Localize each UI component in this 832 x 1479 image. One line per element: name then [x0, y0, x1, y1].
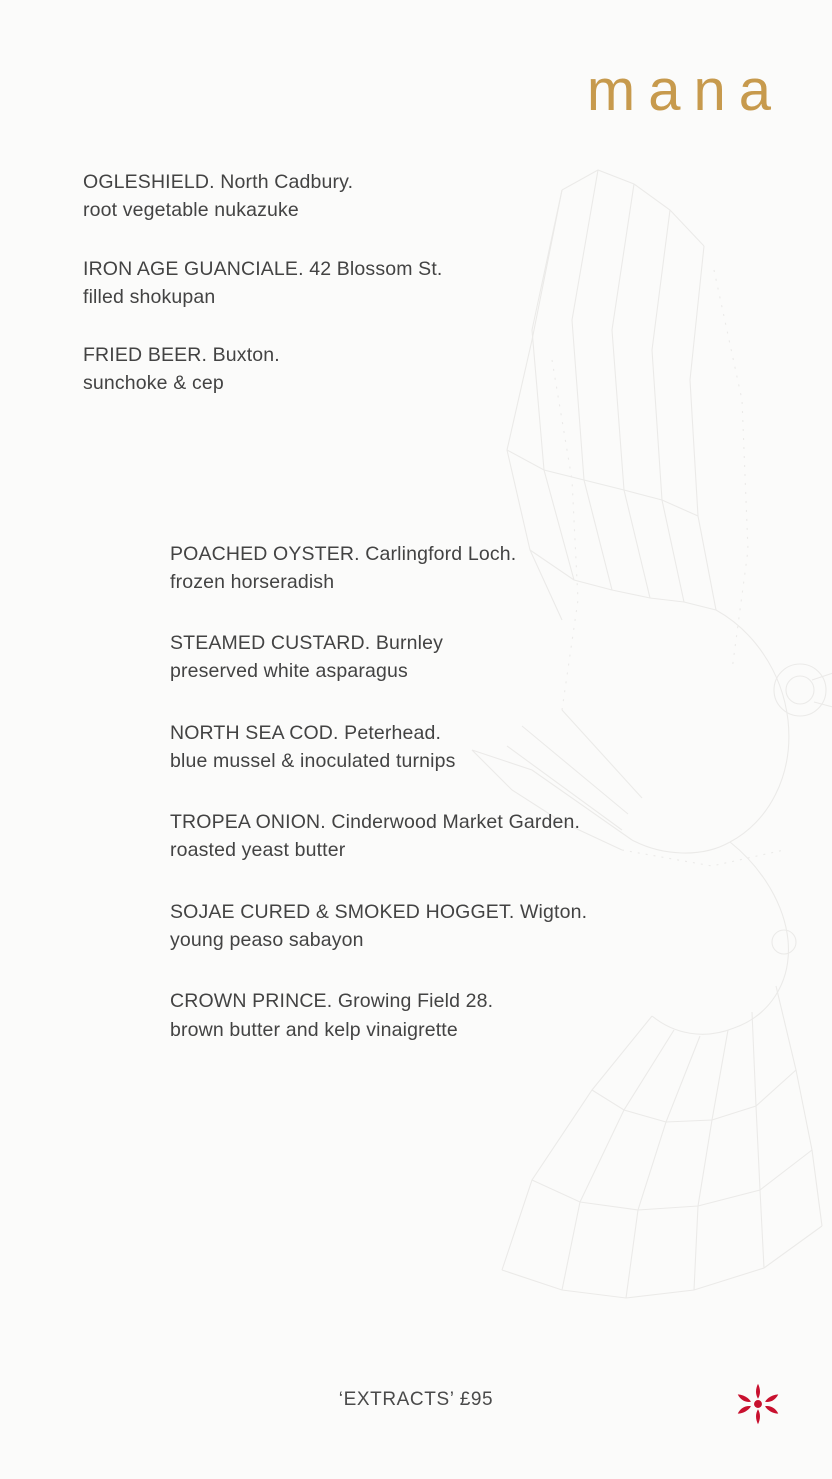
dish-title: NORTH SEA COD. Peterhead.	[170, 721, 442, 744]
dish-title: POACHED OYSTER. Carlingford Loch.	[170, 542, 517, 565]
menu-item	[83, 168, 832, 225]
dish-description: root vegetable nukazuke	[83, 199, 299, 222]
dish-title: IRON AGE GUANCIALE. 42 Blossom St.	[83, 257, 443, 280]
course-group-mains	[0, 428, 832, 1044]
dish-description: young peaso sabayon	[170, 928, 364, 951]
dish-description: blue mussel & inoculated turnips	[170, 749, 456, 772]
dish-title: OGLESHIELD. North Cadbury.	[83, 171, 354, 193]
dish-title: CROWN PRINCE. Growing Field 28.	[170, 990, 494, 1013]
dish-title: SOJAE CURED & SMOKED HOGGET. Wigton.	[170, 900, 588, 923]
menu-price-label: ‘EXTRACTS’ £95	[338, 1389, 494, 1410]
course-group-snacks	[0, 168, 832, 398]
dish-description: brown butter and kelp vinaigrette	[170, 1018, 458, 1041]
menu-item	[170, 987, 832, 1044]
menu-item	[83, 255, 832, 312]
dish-title: TROPEA ONION. Cinderwood Market Garden.	[170, 811, 581, 834]
menu-item	[170, 808, 832, 865]
menu-item	[170, 629, 832, 686]
menu-item	[83, 341, 832, 398]
menu-item	[170, 898, 832, 955]
dish-description: sunchoke & cep	[83, 372, 224, 395]
dish-description: roasted yeast butter	[170, 839, 346, 862]
menu-item	[170, 719, 832, 776]
dish-title: STEAMED CUSTARD. Burnley	[170, 632, 444, 655]
michelin-star-icon	[736, 1381, 780, 1427]
brand-logo: mana	[586, 58, 784, 123]
footer	[0, 1381, 832, 1441]
dish-description: filled shokupan	[83, 285, 216, 308]
menu-content	[0, 168, 832, 1077]
dish-description: preserved white asparagus	[170, 660, 408, 683]
menu-item	[170, 540, 832, 597]
dish-title: FRIED BEER. Buxton.	[83, 344, 280, 367]
dish-description: frozen horseradish	[170, 570, 335, 593]
